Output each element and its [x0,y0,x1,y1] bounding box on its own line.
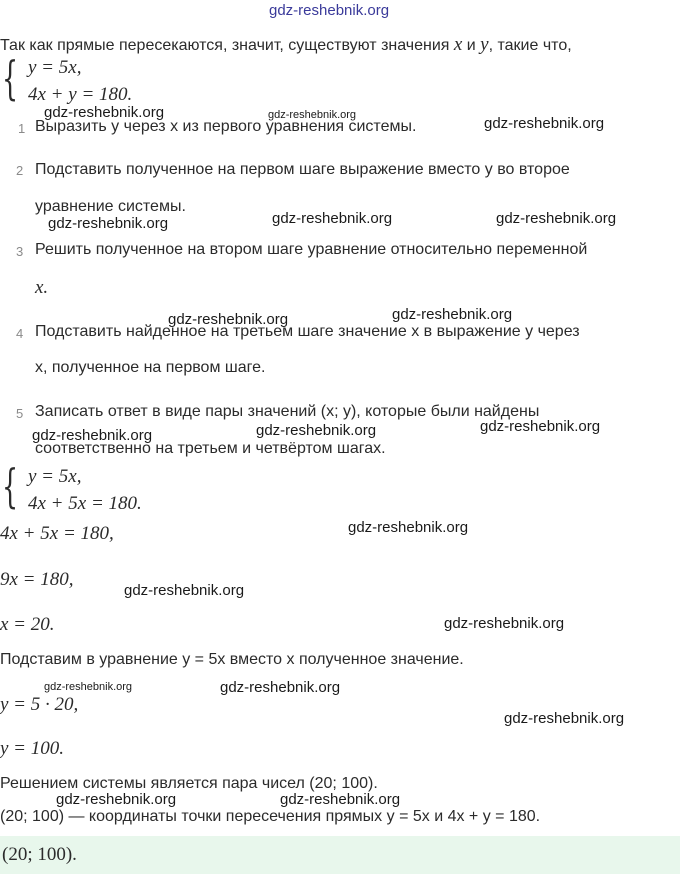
watermark: gdz-reshebnik.org [124,582,245,599]
intro-var-x: x [453,34,463,55]
step-number: 1 [18,121,26,136]
intro-and: и [462,37,481,54]
step-5-line2: соответственно на третьем и четвёртом шагах. [35,440,386,457]
substitute-text: Подставим в уравнение y = 5x вместо x полученное значение. [0,651,464,668]
watermark: gdz-reshebnik.org [392,306,513,323]
step-1-line1: Выразить y через x из первого уравнения системы. [35,118,417,135]
watermark: gdz-reshebnik.org [268,109,357,121]
watermark: gdz-reshebnik.org [280,791,401,808]
step-3-line2: x. [35,277,49,298]
equation-9x: 9x = 180, [0,569,74,590]
watermark: gdz-reshebnik.org [504,710,625,727]
step-2-line2: уравнение системы. [35,198,186,215]
system2-brace: { [2,459,19,513]
watermark: gdz-reshebnik.org [256,422,377,439]
watermark: gdz-reshebnik.org [348,519,469,536]
conclusion-text: (20; 100) — координаты точки пересечения прямых y = 5x и 4x + y = 180. [0,808,541,825]
equation-y: y = 100. [0,738,65,759]
watermark: gdz-reshebnik.org [480,418,601,435]
answer-text: (20; 100). [2,844,77,865]
result-text: Решением системы является пара чисел (20; 100). [0,775,378,792]
watermark: gdz-reshebnik.org [56,791,177,808]
watermark-top: gdz-reshebnik.org [269,2,390,19]
watermark: gdz-reshebnik.org [220,679,341,696]
watermark: gdz-reshebnik.org [48,215,169,232]
system1-brace: { [2,51,19,105]
answer-box [0,836,680,874]
watermark: gdz-reshebnik.org [272,210,393,227]
watermark: gdz-reshebnik.org [44,104,165,121]
watermark: gdz-reshebnik.org [444,615,565,632]
step-4-line1: Подставить найденное на третьем шаге значение x в выражение y через [35,323,580,340]
intro-line [0,34,572,56]
system2-eq2: 4x + 5x = 180. [28,493,142,514]
watermark: gdz-reshebnik.org [44,681,133,693]
watermark: gdz-reshebnik.org [484,115,605,132]
step-number: 2 [16,163,24,178]
step-number: 5 [16,406,24,421]
watermark: gdz-reshebnik.org [168,311,289,328]
system1-eq1: y = 5x, [28,57,82,78]
system1-eq2: 4x + y = 180. [28,84,133,105]
step-3-line1: Решить полученное на втором шаге уравнение относительно переменной [35,241,588,258]
step-number: 3 [16,244,24,259]
intro-text-b: , такие что, [488,37,572,54]
step-4-line2: x, полученное на первом шаге. [35,359,266,376]
equation-y-calc: y = 5 · 20, [0,694,79,715]
intro-var-y: y [480,34,489,55]
equation-x: x = 20. [0,614,55,635]
system2-eq1: y = 5x, [28,466,82,487]
step-2-line1: Подставить полученное на первом шаге выражение вместо y во второе [35,161,570,178]
equation-sum: 4x + 5x = 180, [0,523,114,544]
step-number: 4 [16,326,24,341]
watermark: gdz-reshebnik.org [32,427,153,444]
intro-text-a: Так как прямые пересекаются, значит, существуют значения [0,37,454,54]
watermark: gdz-reshebnik.org [496,210,617,227]
step-5-line1: Записать ответ в виде пары значений (x; y), которые были найдены [35,403,540,420]
